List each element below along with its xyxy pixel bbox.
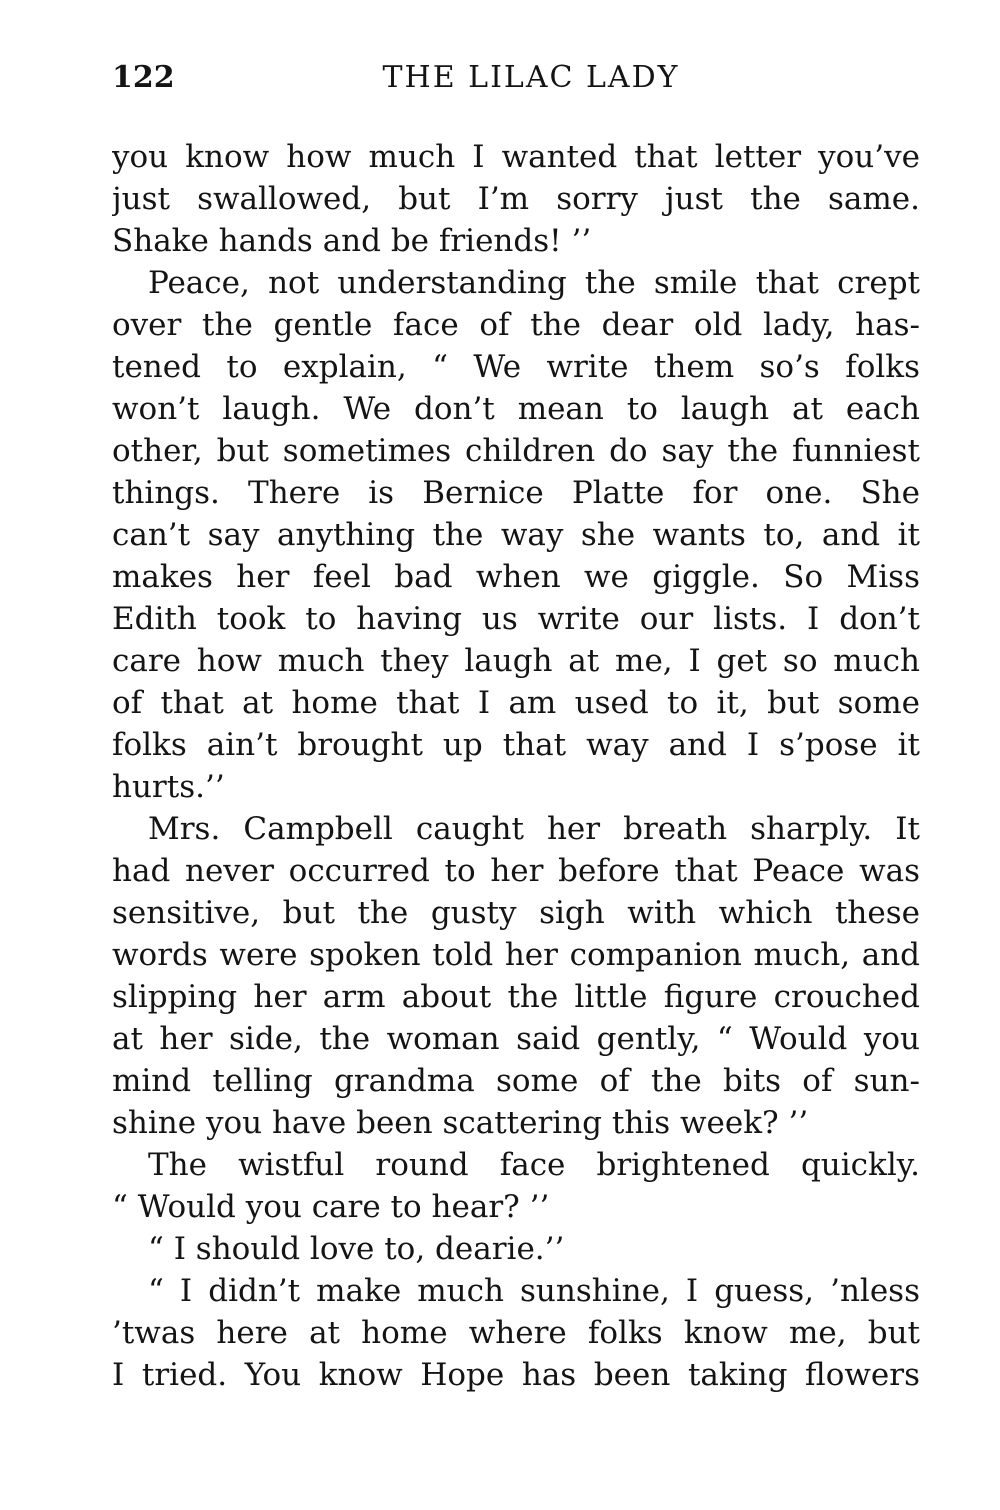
text-line: Edith took to having us write our lists. I don’t	[112, 601, 920, 637]
text-line: “ I should love to, dearie.’’	[148, 1231, 565, 1267]
page-number: 122	[112, 60, 175, 95]
text-line: ’twas here at home where folks know me, but	[112, 1315, 920, 1351]
text-line: Peace, not understanding the smile that crept	[148, 265, 920, 301]
text-line: just swallowed, but I’m sorry just the same.	[112, 181, 920, 217]
text-line: The wistful round face brightened quickly.	[148, 1147, 920, 1183]
text-line: makes her feel bad when we giggle. So Miss	[112, 559, 920, 595]
text-line: things. There is Bernice Platte for one. She	[112, 475, 920, 511]
text-line: tened to explain, “ We write them so’s folks	[112, 349, 920, 385]
text-line: of that at home that I am used to it, but some	[112, 685, 920, 721]
running-head	[112, 56, 920, 100]
text-line: slipping her arm about the little figure crouched	[112, 979, 920, 1015]
text-line: you know how much I wanted that letter you’ve	[112, 139, 920, 175]
text-line: words were spoken told her companion much, and	[112, 937, 920, 973]
text-line: I tried. You know Hope has been taking flowers	[112, 1357, 920, 1393]
text-line: sensitive, but the gusty sigh with which these	[112, 895, 920, 931]
text-line: folks ain’t brought up that way and I s’pose it	[112, 727, 920, 763]
text-line: other, but sometimes children do say the funniest	[112, 433, 920, 469]
text-line: hurts.’’	[112, 769, 225, 805]
text-line: won’t laugh. We don’t mean to laugh at each	[112, 391, 920, 427]
text-line: shine you have been scattering this week? ’’	[112, 1105, 809, 1141]
text-line: had never occurred to her before that Peace was	[112, 853, 920, 889]
text-line: “ I didn’t make much sunshine, I guess, ’nless	[148, 1273, 920, 1309]
text-line: can’t say anything the way she wants to, and it	[112, 517, 920, 553]
text-line: over the gentle face of the dear old lady, has-	[112, 307, 920, 343]
text-line: at her side, the woman said gently, “ Would you	[112, 1021, 920, 1057]
text-line: “ Would you care to hear? ’’	[112, 1189, 550, 1225]
text-line: care how much they laugh at me, I get so much	[112, 643, 920, 679]
text-line: Mrs. Campbell caught her breath sharply. It	[148, 811, 920, 847]
body-text	[112, 136, 920, 1396]
text-line: mind telling grandma some of the bits of sun-	[112, 1063, 920, 1099]
running-title: THE LILAC LADY	[382, 60, 680, 95]
text-line: Shake hands and be friends! ’’	[112, 223, 592, 259]
